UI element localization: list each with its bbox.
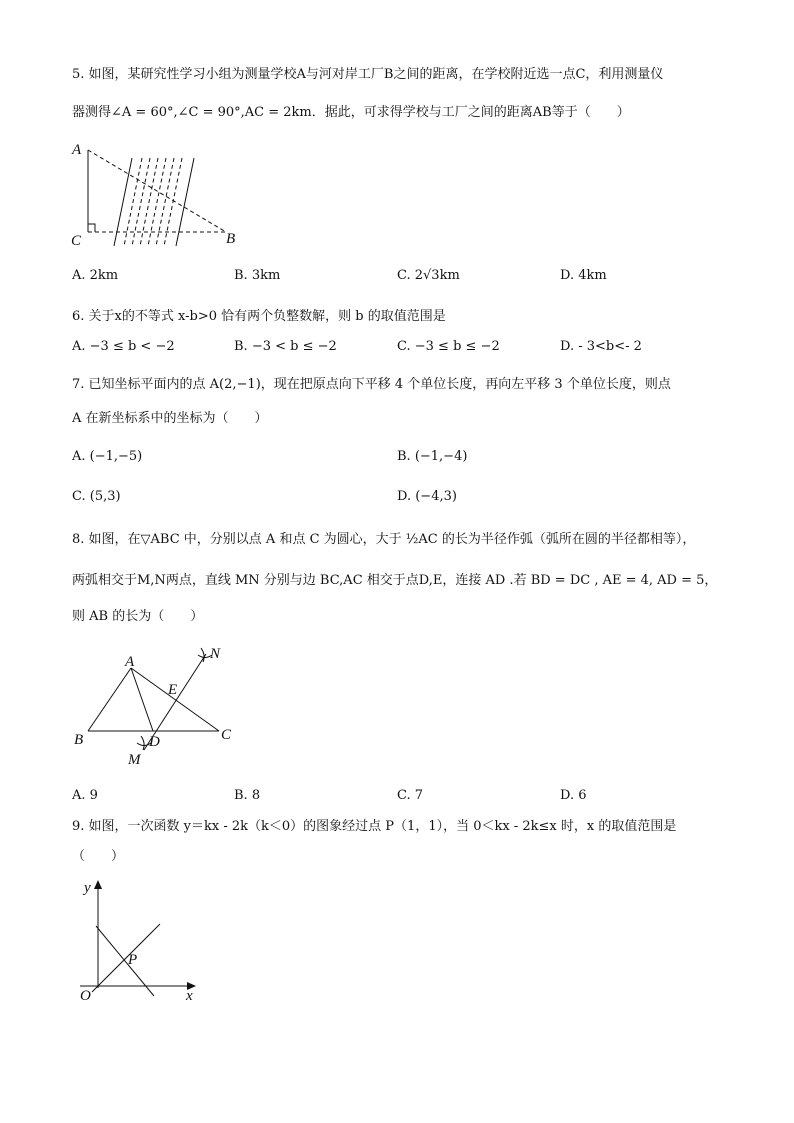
q5-option-a: A. 2km	[72, 268, 119, 283]
q8-option-a: A. 9	[72, 788, 98, 803]
q8-option-c: C. 7	[397, 788, 424, 803]
q7-option-d: D. (−4,3)	[397, 489, 457, 504]
q5-stem-line1: 5. 如图，某研究性学习小组为测量学校A与河对岸工厂B之间的距离，在学校附近选一点C，利用测量仪	[72, 67, 664, 82]
q8-label-c: C	[221, 727, 232, 743]
q6-option-a: A. −3 ≤ b < −2	[72, 339, 175, 354]
q9-figure	[72, 876, 212, 1006]
q8-option-d: D. 6	[560, 788, 587, 803]
q6-stem-line1: 6. 关于x的不等式 x-b>0 恰有两个负整数解，则 b 的取值范围是	[72, 309, 446, 324]
q8-label-b: B	[74, 732, 84, 748]
q5-label-c: C	[71, 233, 82, 249]
q5-option-c: C. 2√3km	[397, 268, 460, 283]
q7-option-a: A. (−1,−5)	[72, 449, 143, 464]
q5-figure	[70, 140, 250, 250]
q9-label-p: P	[128, 952, 138, 968]
q8-option-b: B. 8	[234, 788, 261, 803]
q9-label-o: O	[80, 988, 91, 1004]
q6-option-d: D. - 3<b<- 2	[560, 339, 642, 354]
q5-label-b: B	[226, 231, 236, 247]
q7-stem-line2: A 在新坐标系中的坐标为（ ）	[72, 411, 268, 426]
q7-option-b: B. (−1,−4)	[397, 449, 468, 464]
q9-label-y: y	[84, 880, 91, 896]
q6-option-c: C. −3 ≤ b ≤ −2	[397, 339, 500, 354]
q8-stem-line1: 8. 如图，在▽ABC 中，分别以点 A 和点 C 为圆心，大于 ½AC 的长为半径作弧（弧所在圆的半径都相等），	[72, 532, 696, 547]
q8-figure	[72, 640, 252, 770]
q7-stem-line1: 7. 已知坐标平面内的点 A(2,−1)，现在把原点向下平移 4 个单位长度，再向左平移 3 个单位长度，则点	[72, 377, 671, 392]
q5-option-b: B. 3km	[234, 268, 281, 283]
q9-label-x: x	[186, 988, 193, 1004]
q9-stem-line2: （ ）	[72, 849, 125, 864]
q8-label-e: E	[168, 682, 178, 698]
q7-option-c: C. (5,3)	[72, 489, 121, 504]
q8-label-d: D	[149, 734, 160, 750]
q8-stem-line2: 两弧相交于M,N两点，直线 MN 分别与边 BC,AC 相交于点D,E，连接 AD .若 BD = DC , AE = 4, AD = 5，	[72, 573, 718, 588]
q8-label-a: A	[125, 654, 135, 670]
q8-label-n: N	[210, 646, 221, 662]
q6-option-b: B. −3 < b ≤ −2	[234, 339, 337, 354]
q8-label-m: M	[128, 752, 141, 768]
q9-stem-line1: 9. 如图，一次函数 y＝kx - 2k（k＜0）的图象经过点 P（1，1），当 0＜kx - 2k≤x 时，x 的取值范围是	[72, 819, 677, 834]
q5-option-d: D. 4km	[560, 268, 607, 283]
q5-label-a: A	[72, 142, 82, 158]
q8-stem-line3: 则 AB 的长为（ ）	[72, 609, 204, 624]
q5-stem-line2: 器测得∠A = 60°,∠C = 90°,AC = 2km．据此，可求得学校与工厂之间的距离AB等于（ ）	[72, 105, 630, 120]
